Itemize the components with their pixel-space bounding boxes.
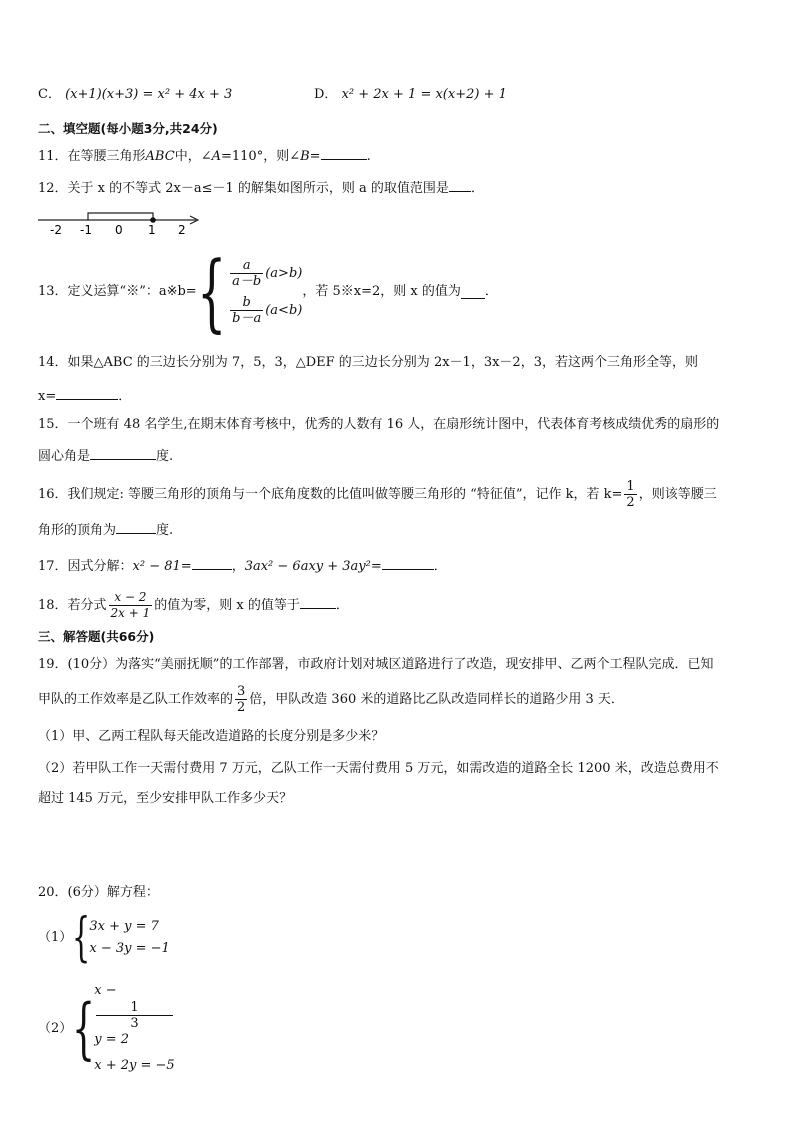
q14-end: ． bbox=[118, 389, 132, 404]
question-19-line-2 bbox=[38, 682, 624, 718]
q11-end: . bbox=[366, 149, 371, 164]
tick-label: -2 bbox=[50, 223, 62, 237]
system-brace: { bbox=[72, 908, 91, 968]
q16-text: 角形的顶角为 bbox=[38, 523, 117, 538]
q14-x-label: x= bbox=[38, 389, 57, 404]
question-20-part-2 bbox=[38, 982, 175, 1073]
question-17 bbox=[38, 556, 447, 576]
question-14-line-1: 14．如果△ABC 的三边长分别为 7，5，3，△DEF 的三边长分别为 2x－1，3x－2，3，若这两个三角形全等，则 bbox=[38, 355, 698, 370]
option-d-label: D． bbox=[314, 87, 338, 102]
q17-answer-blank-2[interactable] bbox=[382, 556, 434, 570]
question-19-part-2-line-1: （2）若甲队工作一天需付费用 7 万元，乙队工作一天需付费用 5 万元，如需改造的道路全长 1200 米，改造总费用不 bbox=[38, 761, 719, 776]
q16-end: 度. bbox=[156, 523, 174, 538]
k-fraction: $\frac{1}{2}$ bbox=[626, 479, 635, 510]
question-19-line-1: 19．(10分）为落实“美丽抚顺”的工作部署，市政府计划对城区道路进行了改造，现安排甲、乙两个工程队完成．已知 bbox=[38, 657, 714, 672]
question-15-line-2 bbox=[38, 446, 173, 466]
q12-text: 12．关于 x 的不等式 2x－a≤－1 的解集如图所示，则 a 的取值范围是 bbox=[38, 181, 449, 196]
q11-text-eq: =110°，则∠ bbox=[220, 149, 301, 164]
q20-part-1-label: （1） bbox=[38, 930, 73, 945]
number-line bbox=[36, 204, 206, 238]
q14-answer-blank[interactable] bbox=[56, 386, 118, 400]
q13-answer-blank[interactable] bbox=[461, 285, 485, 299]
question-14-line-2 bbox=[38, 386, 131, 406]
equation: 3x + y = 7 bbox=[89, 919, 159, 934]
case-1-fraction: $\frac{a}{a-b}$ bbox=[232, 258, 262, 289]
question-16-line-1 bbox=[38, 478, 717, 512]
case-1-condition: (a>b) bbox=[265, 266, 303, 281]
q18-answer-blank[interactable] bbox=[300, 595, 336, 609]
q17-sep: ， bbox=[231, 559, 245, 574]
question-18 bbox=[38, 588, 349, 624]
efficiency-fraction: $\frac{3}{2}$ bbox=[237, 684, 246, 715]
system-brace: { bbox=[72, 989, 96, 1067]
q18-text-pre: 18．若分式 bbox=[38, 598, 107, 613]
q17-expression-1: x² − 81= bbox=[132, 559, 192, 574]
equation: x − 3y = −1 bbox=[89, 941, 170, 956]
q17-answer-blank-1[interactable] bbox=[192, 556, 232, 570]
solution-set-bracket bbox=[88, 213, 153, 220]
option-d-expression: x² + 2x + 1 = x(x+2) + 1 bbox=[341, 87, 507, 102]
question-15-line-1: 15．一个班有 48 名学生,在期末体育考核中，优秀的人数有 16 人，在扇形统计图中，代表体育考核成绩优秀的扇形的 bbox=[38, 417, 720, 432]
case-1 bbox=[228, 258, 302, 289]
q11-triangle: ABC bbox=[145, 149, 175, 164]
q16-text-pre: 16．我们规定: 等腰三角形的顶角与一个底角度数的比值叫做等腰三角形的 “特征值”，记作 k，若 k= bbox=[38, 487, 623, 502]
q18-end: ． bbox=[335, 598, 349, 613]
q20-part-2-label: （2） bbox=[38, 1020, 73, 1036]
question-19-part-2-line-2: 超过 145 万元，至少安排甲队工作多少天？ bbox=[38, 791, 293, 806]
question-20-title: 20．(6分）解方程： bbox=[38, 885, 159, 900]
option-c-expression: (x+1)(x+3) = x² + 4x + 3 bbox=[65, 87, 233, 102]
q17-expression-2: 3ax² − 6axy + 3ay²= bbox=[244, 559, 382, 574]
coefficient-fraction: 1 3 bbox=[96, 1000, 172, 1031]
q16-answer-blank[interactable] bbox=[116, 520, 156, 534]
question-11 bbox=[38, 146, 371, 166]
case-2-fraction: $\frac{b}{b-a}$ bbox=[232, 295, 262, 326]
q17-text-pre: 17．因式分解： bbox=[38, 559, 133, 574]
q15-end: 度. bbox=[156, 449, 174, 464]
q16-text-post: ，则该等腰三 bbox=[638, 487, 717, 502]
question-16-line-2 bbox=[38, 520, 173, 540]
equation-system-1 bbox=[89, 916, 169, 960]
case-2 bbox=[228, 295, 302, 326]
equation: x + 2y = −5 bbox=[94, 1058, 175, 1073]
q11-angle-b: B bbox=[300, 149, 310, 164]
question-19-part-1: （1）甲、乙两工程队每天能改造道路的长度分别是多少米？ bbox=[38, 729, 385, 744]
q11-text-mid: 中，∠ bbox=[174, 149, 212, 164]
q11-text-post: = bbox=[309, 149, 321, 164]
q13-text-post: ，若 5※x=2，则 x 的值为 bbox=[302, 284, 461, 299]
section-3-heading: 三、解答题(共66分) bbox=[38, 629, 155, 644]
section-2-heading: 二、填空题(每小题3分,共24分) bbox=[38, 121, 218, 136]
q13-text-pre: 13．定义运算“※”：a※b= bbox=[38, 284, 197, 299]
q15-answer-blank[interactable] bbox=[90, 446, 156, 460]
option-c-label: C． bbox=[38, 87, 61, 102]
q12-answer-blank[interactable] bbox=[449, 178, 471, 192]
tick-label: -1 bbox=[80, 223, 92, 237]
question-12 bbox=[38, 178, 484, 198]
q12-end: ． bbox=[470, 181, 484, 196]
solution-endpoint-dot bbox=[150, 217, 156, 223]
tick-label: 2 bbox=[178, 223, 186, 237]
tick-label: 0 bbox=[115, 223, 123, 237]
q19-text-pre: 甲队的工作效率是乙队工作效率的 bbox=[38, 692, 234, 707]
q18-text-post: 的值为零，则 x 的值等于 bbox=[154, 598, 300, 613]
q10-options bbox=[38, 86, 232, 104]
q18-fraction: $\frac{x - 2}{2x + 1}$ bbox=[110, 590, 151, 620]
q11-text-pre: 11．在等腰三角形 bbox=[38, 149, 146, 164]
question-20-part-1 bbox=[38, 908, 170, 968]
tick-label: 1 bbox=[148, 223, 156, 237]
equation: x − 1 3 y = 2 bbox=[94, 982, 174, 1049]
q13-end: ． bbox=[484, 284, 498, 299]
case-2-condition: (a<b) bbox=[265, 303, 303, 318]
piecewise-cases bbox=[228, 258, 302, 326]
piecewise-brace: { bbox=[196, 243, 227, 341]
q11-angle-a: A bbox=[211, 149, 221, 164]
equation-system-2 bbox=[94, 982, 174, 1075]
q11-answer-blank[interactable] bbox=[321, 146, 367, 160]
q15-text: 圆心角是 bbox=[38, 449, 91, 464]
q19-text-post: 倍，甲队改造 360 米的道路比乙队改造同样长的道路少用 3 天． bbox=[249, 692, 624, 707]
question-13 bbox=[38, 243, 498, 341]
q17-end: ． bbox=[433, 559, 447, 574]
q10-option-d bbox=[314, 86, 507, 104]
